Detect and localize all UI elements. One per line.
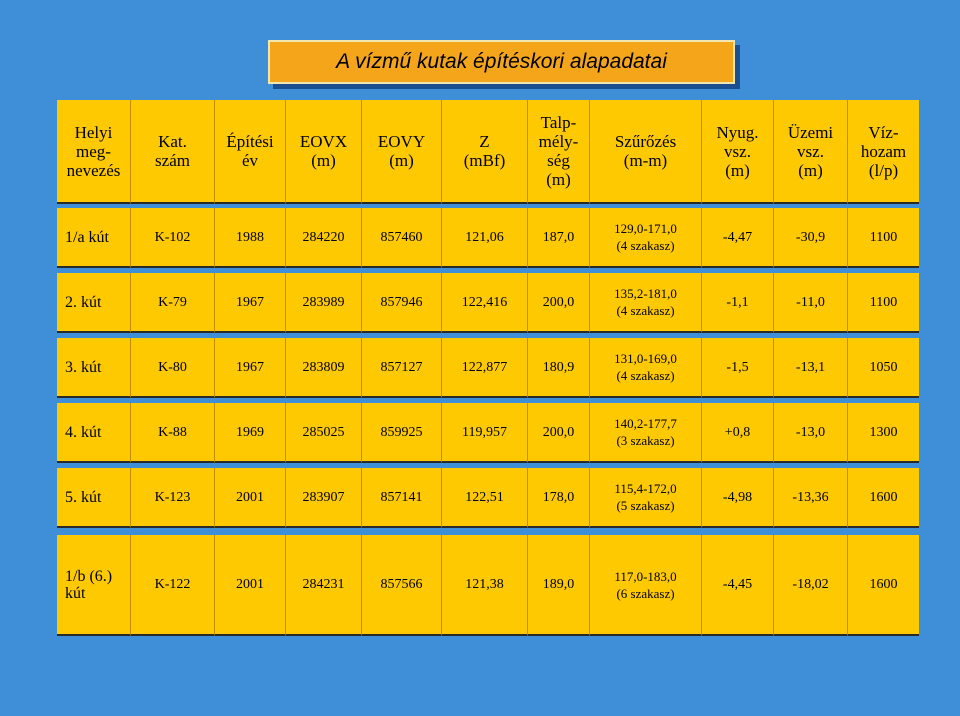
- table-cell: 283809: [286, 338, 362, 398]
- header-cell: Építési év: [215, 100, 286, 204]
- table-cell: -4,98: [702, 468, 774, 528]
- table-cell: K-80: [131, 338, 215, 398]
- table-cell: 122,51: [442, 468, 528, 528]
- table-cell: 2001: [215, 535, 286, 636]
- table-cell: 122,416: [442, 273, 528, 333]
- table-cell: K-88: [131, 403, 215, 463]
- table-cell: 859925: [362, 403, 442, 463]
- table-cell: 187,0: [528, 208, 590, 268]
- page-title: A vízmű kutak építéskori alapadatai: [268, 40, 735, 84]
- table-row: [57, 468, 919, 528]
- table-cell: 1/b (6.) kút: [57, 535, 131, 636]
- table-cell: 285025: [286, 403, 362, 463]
- table-cell: -1,5: [702, 338, 774, 398]
- header-cell: Kat. szám: [131, 100, 215, 204]
- table-cell: 1988: [215, 208, 286, 268]
- table-cell: 115,4-172,0 (5 szakasz): [590, 468, 702, 528]
- header-cell: Nyug. vsz. (m): [702, 100, 774, 204]
- table-cell: -13,1: [774, 338, 848, 398]
- table-cell: 1967: [215, 338, 286, 398]
- header-cell: Víz- hozam (l/p): [848, 100, 919, 204]
- table-cell: -30,9: [774, 208, 848, 268]
- table-cell: 200,0: [528, 273, 590, 333]
- table-cell: 135,2-181,0 (4 szakasz): [590, 273, 702, 333]
- table-cell: K-122: [131, 535, 215, 636]
- table-cell: 284231: [286, 535, 362, 636]
- table-row: [57, 403, 919, 463]
- table-cell: 857141: [362, 468, 442, 528]
- table-cell: 857566: [362, 535, 442, 636]
- table-cell: 1969: [215, 403, 286, 463]
- table-cell: 117,0-183,0 (6 szakasz): [590, 535, 702, 636]
- header-cell: EOVY (m): [362, 100, 442, 204]
- table-cell: 283907: [286, 468, 362, 528]
- table-cell: -4,45: [702, 535, 774, 636]
- table-cell: 1050: [848, 338, 919, 398]
- table-cell: 2. kút: [57, 273, 131, 333]
- table-row: [57, 338, 919, 398]
- table-row: [57, 535, 919, 636]
- table-cell: 200,0: [528, 403, 590, 463]
- table-cell: -11,0: [774, 273, 848, 333]
- table-cell: -18,02: [774, 535, 848, 636]
- table-cell: 129,0-171,0 (4 szakasz): [590, 208, 702, 268]
- table-cell: 5. kút: [57, 468, 131, 528]
- table-cell: 3. kút: [57, 338, 131, 398]
- table-cell: 284220: [286, 208, 362, 268]
- table-cell: -4,47: [702, 208, 774, 268]
- table-cell: 857946: [362, 273, 442, 333]
- table-cell: 1100: [848, 208, 919, 268]
- table-cell: K-79: [131, 273, 215, 333]
- header-cell: Üzemi vsz. (m): [774, 100, 848, 204]
- table-row: [57, 208, 919, 268]
- table-cell: 189,0: [528, 535, 590, 636]
- table-cell: K-123: [131, 468, 215, 528]
- header-cell: Z (mBf): [442, 100, 528, 204]
- table-cell: -13,36: [774, 468, 848, 528]
- table-cell: 2001: [215, 468, 286, 528]
- table-cell: 121,38: [442, 535, 528, 636]
- table-cell: 1967: [215, 273, 286, 333]
- header-cell: Talp- mély- ség (m): [528, 100, 590, 204]
- header-row: [57, 100, 919, 204]
- table-cell: 121,06: [442, 208, 528, 268]
- table-cell: 1100: [848, 273, 919, 333]
- table-cell: 1/a kút: [57, 208, 131, 268]
- table-row: [57, 273, 919, 333]
- table-cell: 180,9: [528, 338, 590, 398]
- table-cell: -13,0: [774, 403, 848, 463]
- table-cell: 4. kút: [57, 403, 131, 463]
- table-cell: +0,8: [702, 403, 774, 463]
- wells-table: [57, 100, 919, 636]
- header-cell: Helyi meg- nevezés: [57, 100, 131, 204]
- table-cell: K-102: [131, 208, 215, 268]
- table-cell: 1600: [848, 468, 919, 528]
- table-cell: 857127: [362, 338, 442, 398]
- table-cell: 857460: [362, 208, 442, 268]
- table-cell: 1300: [848, 403, 919, 463]
- table-cell: 1600: [848, 535, 919, 636]
- table-cell: 131,0-169,0 (4 szakasz): [590, 338, 702, 398]
- header-cell: EOVX (m): [286, 100, 362, 204]
- table-cell: 122,877: [442, 338, 528, 398]
- table-cell: 178,0: [528, 468, 590, 528]
- header-cell: Szűrőzés (m-m): [590, 100, 702, 204]
- table-cell: 140,2-177,7 (3 szakasz): [590, 403, 702, 463]
- table-cell: 119,957: [442, 403, 528, 463]
- table-cell: -1,1: [702, 273, 774, 333]
- table-cell: 283989: [286, 273, 362, 333]
